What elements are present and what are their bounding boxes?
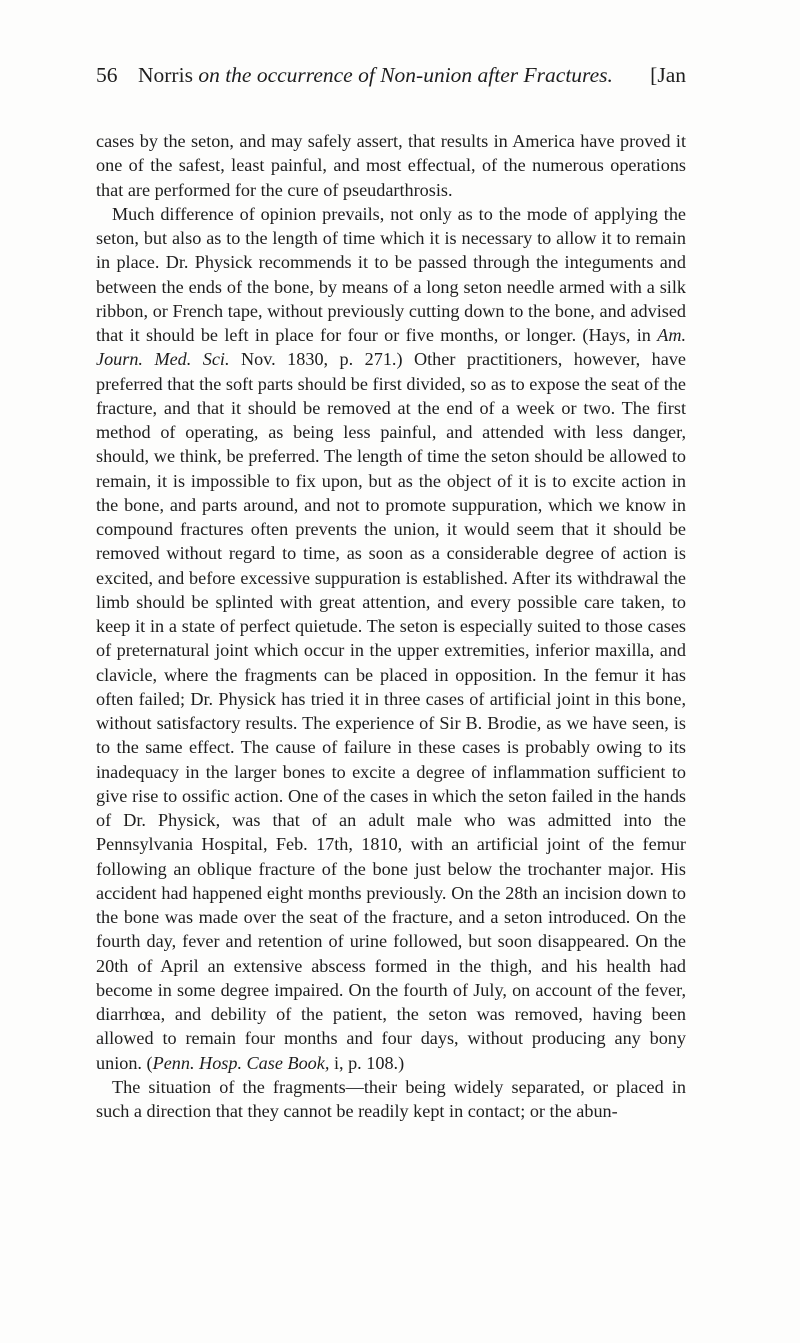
body-text	[96, 129, 686, 1123]
citation-text: Am. Journ. Med. Sci.	[96, 325, 686, 370]
page-number: 56	[96, 63, 118, 87]
paragraph-text: The situation of the fragments—their being widely separated, or placed in such a direction that they cannot be readily kept in contact; or the abun-	[96, 1076, 686, 1121]
running-title-subject: on the occurrence of Non-union after Fractures.	[198, 63, 613, 87]
citation-text: Penn. Hosp. Case Book,	[152, 1052, 330, 1073]
paragraph-text: cases by the seton, and may safely assert, that results in America have proved it one of the safest, least painful, and most effectual, of the numerous operations that are performed for the cure of pseudarthrosis.	[96, 131, 686, 200]
paragraph	[96, 202, 686, 1075]
paragraph-text: Nov. 1830, p. 271.) Other practitioners, however, have preferred that the soft parts should be first divided, so as to expose the seat of the fracture, and that it should be removed at the end of a week or two. The first method of operating, as being less painful, and attended with less danger, should, we think, be preferred. The length of time the seton should be allowed to remain, it is impossible to fix upon, but as the object of it is to excite action in the bone, and parts around, and not to promote suppuration, which we know in compound fractures often prevents the union, it would seem that it should be removed without regard to time, as soon as a considerable degree of action is excited, and before excessive suppuration is established. After its withdrawal the limb should be splinted with great attention, and every possible care taken, to keep it in a state of perfect quietude. The seton is especially suited to those cases of preternatural joint which occur in the upper extremities, inferior maxilla, and clavicle, where the fragments can be placed in opposition. In the femur it has often failed; Dr. Physick has tried it in three cases of artificial joint in this bone, without satisfactory results. The experience of Sir B. Brodie, as we have seen, is to the same effect. The cause of failure in these cases is probably owing to its inadequacy in the larger bones to excite a degree of inflammation sufficient to give rise to ossific action. One of the cases in which the seton failed in the hands of Dr. Physick, was that of an adult male who was admitted into the Pennsylvania Hospital, Feb. 17th, 1810, with an artificial joint of the femur following an oblique fracture of the bone just below the trochanter major. His accident had happened eight months previously. On the 28th an incision down to the bone was made over the seat of the fracture, and a seton introduced. On the fourth day, fever and retention of urine followed, but soon disappeared. On the 20th of April an extensive abscess formed in the thigh, and his health had become in some degree impaired. On the fourth of July, on account of the fever, diarrhœa, and debility of the patient, the seton was removed, having been allowed to remain four months and four days, without producing any bony union. (	[96, 349, 687, 1073]
paragraph	[96, 129, 686, 202]
issue-month: [Jan	[650, 63, 686, 87]
running-header	[96, 60, 686, 90]
paragraph	[96, 1075, 686, 1124]
paragraph-text: i, p. 108.)	[329, 1052, 405, 1073]
running-title	[138, 60, 613, 90]
running-title-author: Norris	[138, 63, 193, 87]
paragraph-text: Much difference of opinion prevails, not only as to the mode of applying the seton, but also as to the length of time which it is necessary to allow it to remain in place. Dr. Physick recommends it to be passed through the integuments and between the ends of the bone, by means of a long seton needle armed with a silk ribbon, or French tape, without previously cutting down to the bone, and advised that it should be left in place for four or five months, or longer. (Hays, in	[96, 203, 686, 345]
